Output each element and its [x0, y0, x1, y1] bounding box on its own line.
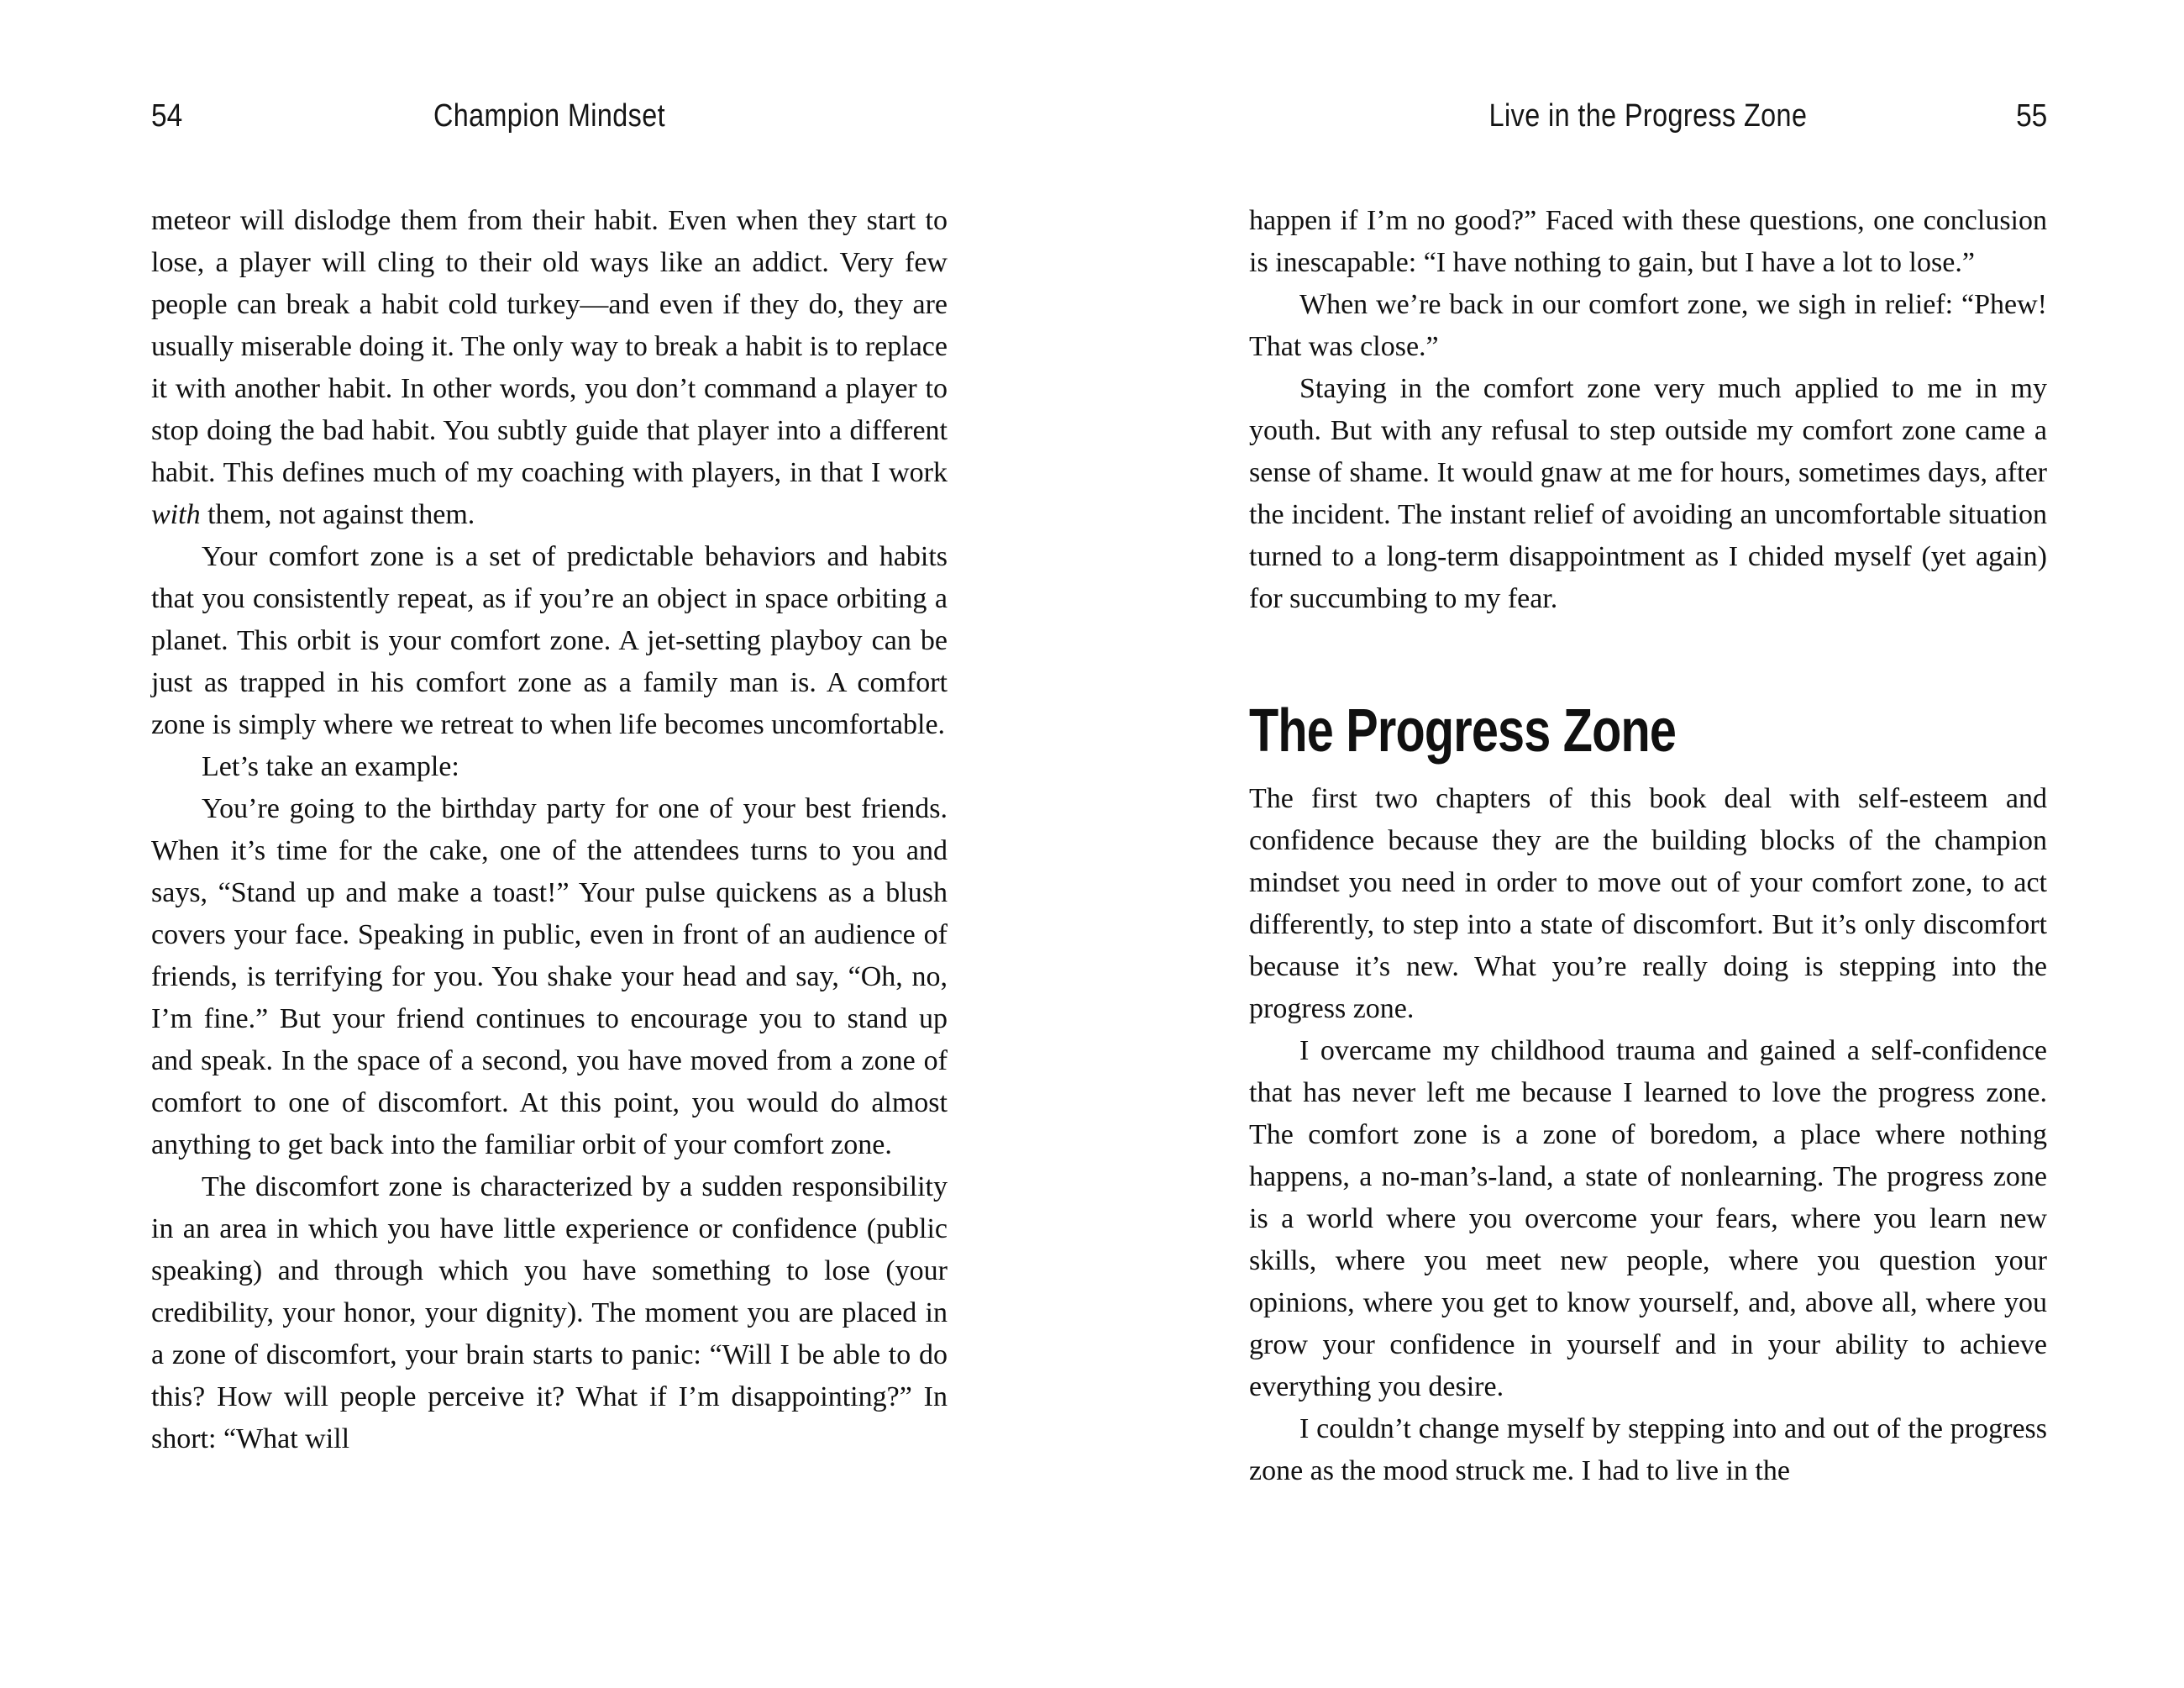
section-heading: The Progress Zone: [1249, 697, 1677, 765]
paragraph: happen if I’m no good?” Faced with these questions, one conclusion is inescapable: “I have nothing to gain, but I have a lot to lose.”: [1249, 205, 2047, 278]
page-number-left: 54: [151, 98, 183, 134]
right-page-header: [1249, 99, 2047, 139]
right-page-body: [1249, 200, 2047, 1492]
right-page-body-bottom: [1249, 778, 2047, 1492]
paragraph: The discomfort zone is characterized by a sudden responsibility in an area in which you have little experience or confidence (public speaking) and through which you have something to lose (your credibility, your honor, your dignity). The moment you are placed in a zone of discomfort, your brain starts to panic: “Will I be able to do this? How will people perceive it? What if I’m disappointing?” In short: “What will: [151, 1171, 948, 1454]
left-page-body: [151, 200, 948, 1460]
running-head-left: Champion Mindset: [433, 98, 666, 134]
paragraph: When we’re back in our comfort zone, we sigh in relief: “Phew! That was close.”: [1249, 289, 2047, 362]
paragraph: I couldn’t change myself by stepping into and out of the progress zone as the mood struck me. I had to live in the: [1249, 1413, 2047, 1486]
paragraph: I overcame my childhood trauma and gained a self-confidence that has never left me because I learned to love the progress zone. The comfort zone is a zone of boredom, a place where nothing happens, a no-man’s-land, a state of nonlearning. The progress zone is a world where you overcome your fears, where you learn new skills, where you meet new people, where you question your opinions, where you get to know yourself, and, above all, where you grow your confidence in yourself and in your ability to achieve everything you desire.: [1249, 1035, 2047, 1402]
paragraph: The first two chapters of this book deal with self-esteem and confidence because they are the building blocks of the champion mindset you need in order to move out of your comfort zone, to act differently, to step into a state of discomfort. But it’s only discomfort because it’s new. What you’re really doing is stepping into the progress zone.: [1249, 783, 2047, 1024]
paragraph: Let’s take an example:: [202, 751, 459, 782]
paragraph: Staying in the comfort zone very much applied to me in my youth. But with any refusal to step outside my comfort zone came a sense of shame. It would gnaw at me for hours, sometimes days, after the incident. The instant relief of avoiding an uncomfortable situation turned to a long-term disappointment as I chided myself (yet again) for succumbing to my fear.: [1249, 373, 2047, 614]
left-page-header: [151, 99, 948, 139]
running-head-right: Live in the Progress Zone: [1488, 98, 1808, 134]
left-page: [151, 0, 948, 1688]
page-number-right: 55: [2015, 98, 2047, 134]
right-page-body-top: [1249, 200, 2047, 620]
right-page: [1249, 0, 2047, 1688]
paragraph: Your comfort zone is a set of predictable behaviors and habits that you consistently repeat, as if you’re an object in space orbiting a planet. This orbit is your comfort zone. A jet-setting playboy can be just as trapped in his comfort zone as a family man is. A comfort zone is simply where we retreat to when life becomes uncomfortable.: [151, 541, 948, 740]
paragraph: meteor will dislodge them from their habit. Even when they start to lose, a player will cling to their old ways like an addict. Very few people can break a habit cold turkey—and even if they do, they are usually miserable doing it. The only way to break a habit is to replace it with another habit. In other words, you don’t command a player to stop doing the bad habit. You subtly guide that player into a different habit. This defines much of my coaching with players, in that I work with them, not against them.: [151, 205, 948, 530]
paragraph: You’re going to the birthday party for one of your best friends. When it’s time for the cake, one of the attendees turns to you and says, “Stand up and make a toast!” Your pulse quickens as a blush covers your face. Speaking in public, even in front of an audience of friends, is terrifying for you. You shake your head and say, “Oh, no, I’m fine.” But your friend continues to encourage you to stand up and speak. In the space of a second, you have moved from a zone of comfort to one of discomfort. At this point, you would do almost anything to get back into the familiar orbit of your comfort zone.: [151, 793, 948, 1160]
